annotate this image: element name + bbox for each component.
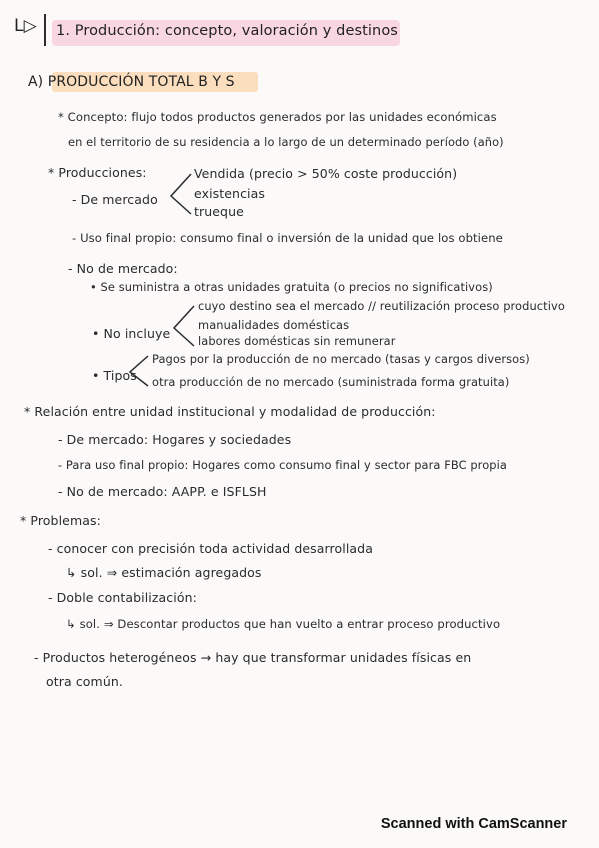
problema-2: - Doble contabilización: <box>48 590 197 605</box>
mercado-option-trueque: trueque <box>194 204 244 219</box>
no-incluye-item-2: manualidades domésticas <box>198 318 350 332</box>
relacion-mercado: - De mercado: Hogares y sociedades <box>58 432 292 447</box>
header-divider <box>42 12 48 48</box>
mercado-option-vendida: Vendida (precio > 50% coste producción) <box>194 166 458 181</box>
problema-2-solucion: ↳ sol. ⇒ Descontar productos que han vuelto a entrar proceso productivo <box>66 617 501 631</box>
relacion-heading: * Relación entre unidad institucional y modalidad de producción: <box>24 404 436 419</box>
tipos-item-2: otra producción de no mercado (suministrada forma gratuita) <box>152 375 510 389</box>
tipos-label: • Tipos <box>92 368 137 383</box>
camscanner-watermark: Scanned with CamScanner <box>380 816 567 832</box>
tipos-item-1: Pagos por la producción de no mercado (tasas y cargos diversos) <box>152 352 530 366</box>
se-suministra-line: • Se suministra a otras unidades gratuita (o precios no significativos) <box>90 280 493 294</box>
uso-final-line: - Uso final propio: consumo final o inversión de la unidad que los obtiene <box>72 231 503 245</box>
problema-1: - conocer con precisión toda actividad desarrollada <box>48 541 373 556</box>
no-incluye-item-1: cuyo destino sea el mercado // reutilización proceso productivo <box>198 299 565 313</box>
section-a-heading: A) PRODUCCIÓN TOTAL B Y S <box>28 74 235 90</box>
no-mercado-heading: - No de mercado: <box>68 261 178 276</box>
no-incluye-item-3: labores domésticas sin remunerar <box>198 334 396 348</box>
concepto-line-1: * Concepto: flujo todos productos generados por las unidades económicas <box>58 110 497 124</box>
header-mark: L▷ <box>14 16 37 36</box>
no-incluye-label: • No incluye <box>92 326 171 341</box>
relacion-uso-propio: - Para uso final propio: Hogares como consumo final y sector para FBC propia <box>58 458 507 472</box>
producciones-heading: * Producciones: <box>48 165 147 180</box>
mercado-label: - De mercado <box>72 192 158 207</box>
concepto-line-2: en el territorio de su residencia a lo largo de un determinado período (año) <box>68 135 504 149</box>
problema-3-continuacion: otra común. <box>46 674 123 689</box>
no-incluye-bracket <box>168 302 198 350</box>
problema-3: - Productos heterogéneos → hay que transformar unidades físicas en <box>34 650 472 665</box>
page-title: 1. Producción: concepto, valoración y destinos <box>56 23 398 39</box>
problema-1-solucion: ↳ sol. ⇒ estimación agregados <box>66 565 262 580</box>
relacion-no-mercado: - No de mercado: AAPP. e ISFLSH <box>58 484 267 499</box>
problemas-heading: * Problemas: <box>20 513 101 528</box>
tipos-bracket <box>124 352 152 390</box>
mercado-bracket <box>165 170 195 218</box>
mercado-option-existencias: existencias <box>194 186 265 201</box>
